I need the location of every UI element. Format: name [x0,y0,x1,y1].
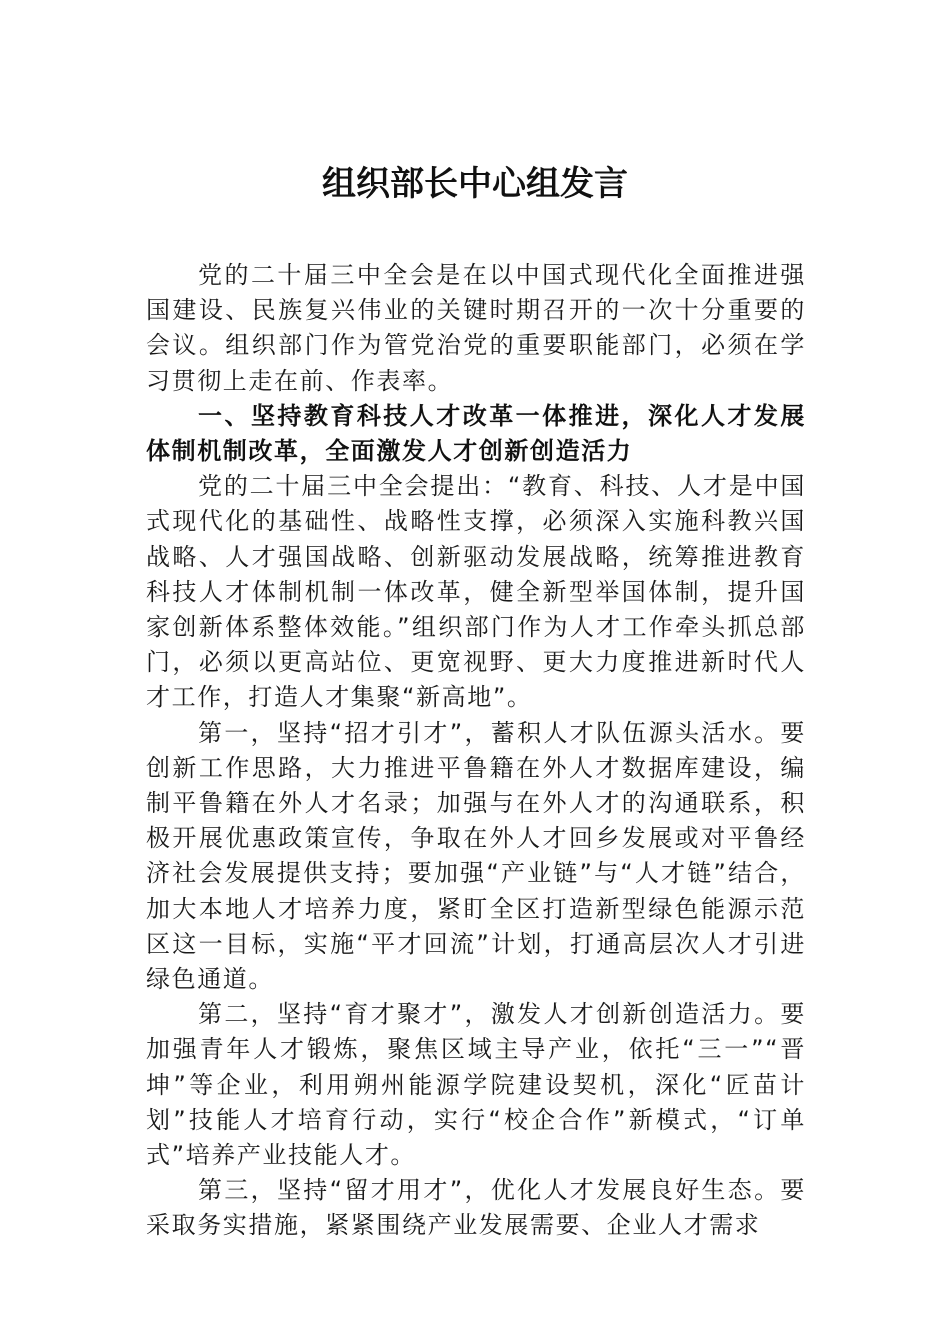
document-body [146,258,806,1244]
body-paragraph: 党的二十届三中全会提出：“教育、科技、人才是中国式现代化的基础性、战略性支撑，必须深入实施科教兴国战略、人才强国战略、创新驱动发展战略，统筹推进教育科技人才体制机制一体改革，健全新型举国体制，提升国家创新体系整体效能。”组织部门作为人才工作牵头抓总部门，必须以更高站位、更宽视野、更大力度推进新时代人才工作，打造人才集聚“新高地”。 [146,472,806,712]
intro-paragraph: 党的二十届三中全会是在以中国式现代化全面推进强国建设、民族复兴伟业的关键时期召开的一次十分重要的会议。组织部门作为管党治党的重要职能部门，必须在学习贯彻上走在前、作表率。 [146,261,806,395]
section-heading-1: 一、坚持教育科技人才改革一体推进，深化人才发展体制机制改革，全面激发人才创新创造活力 [146,401,806,466]
body-paragraph: 第一，坚持“招才引才”，蓄积人才队伍源头活水。要创新工作思路，大力推进平鲁籍在外人才数据库建设，编制平鲁籍在外人才名录；加强与在外人才的沟通联系，积极开展优惠政策宣传，争取在外人才回乡发展或对平鲁经济社会发展提供支持；要加强“产业链”与“人才链”结合，加大本地人才培养力度，紧盯全区打造新型绿色能源示范区这一目标，实施“平才回流”计划，打通高层次人才引进绿色通道。 [146,718,806,994]
body-paragraph: 第三，坚持“留才用才”，优化人才发展良好生态。要采取务实措施，紧紧围绕产业发展需要、企业人才需求 [146,1176,806,1240]
body-paragraph: 第二，坚持“育才聚才”，激发人才创新创造活力。要加强青年人才锻炼，聚焦区域主导产业，依托“三一”“晋坤”等企业，利用朔州能源学院建设契机，深化“匠苗计划”技能人才培育行动，实行“校企合作”新模式，“订单式”培养产业技能人才。 [146,1000,806,1170]
document-title: 组织部长中心组发言 [322,164,628,204]
